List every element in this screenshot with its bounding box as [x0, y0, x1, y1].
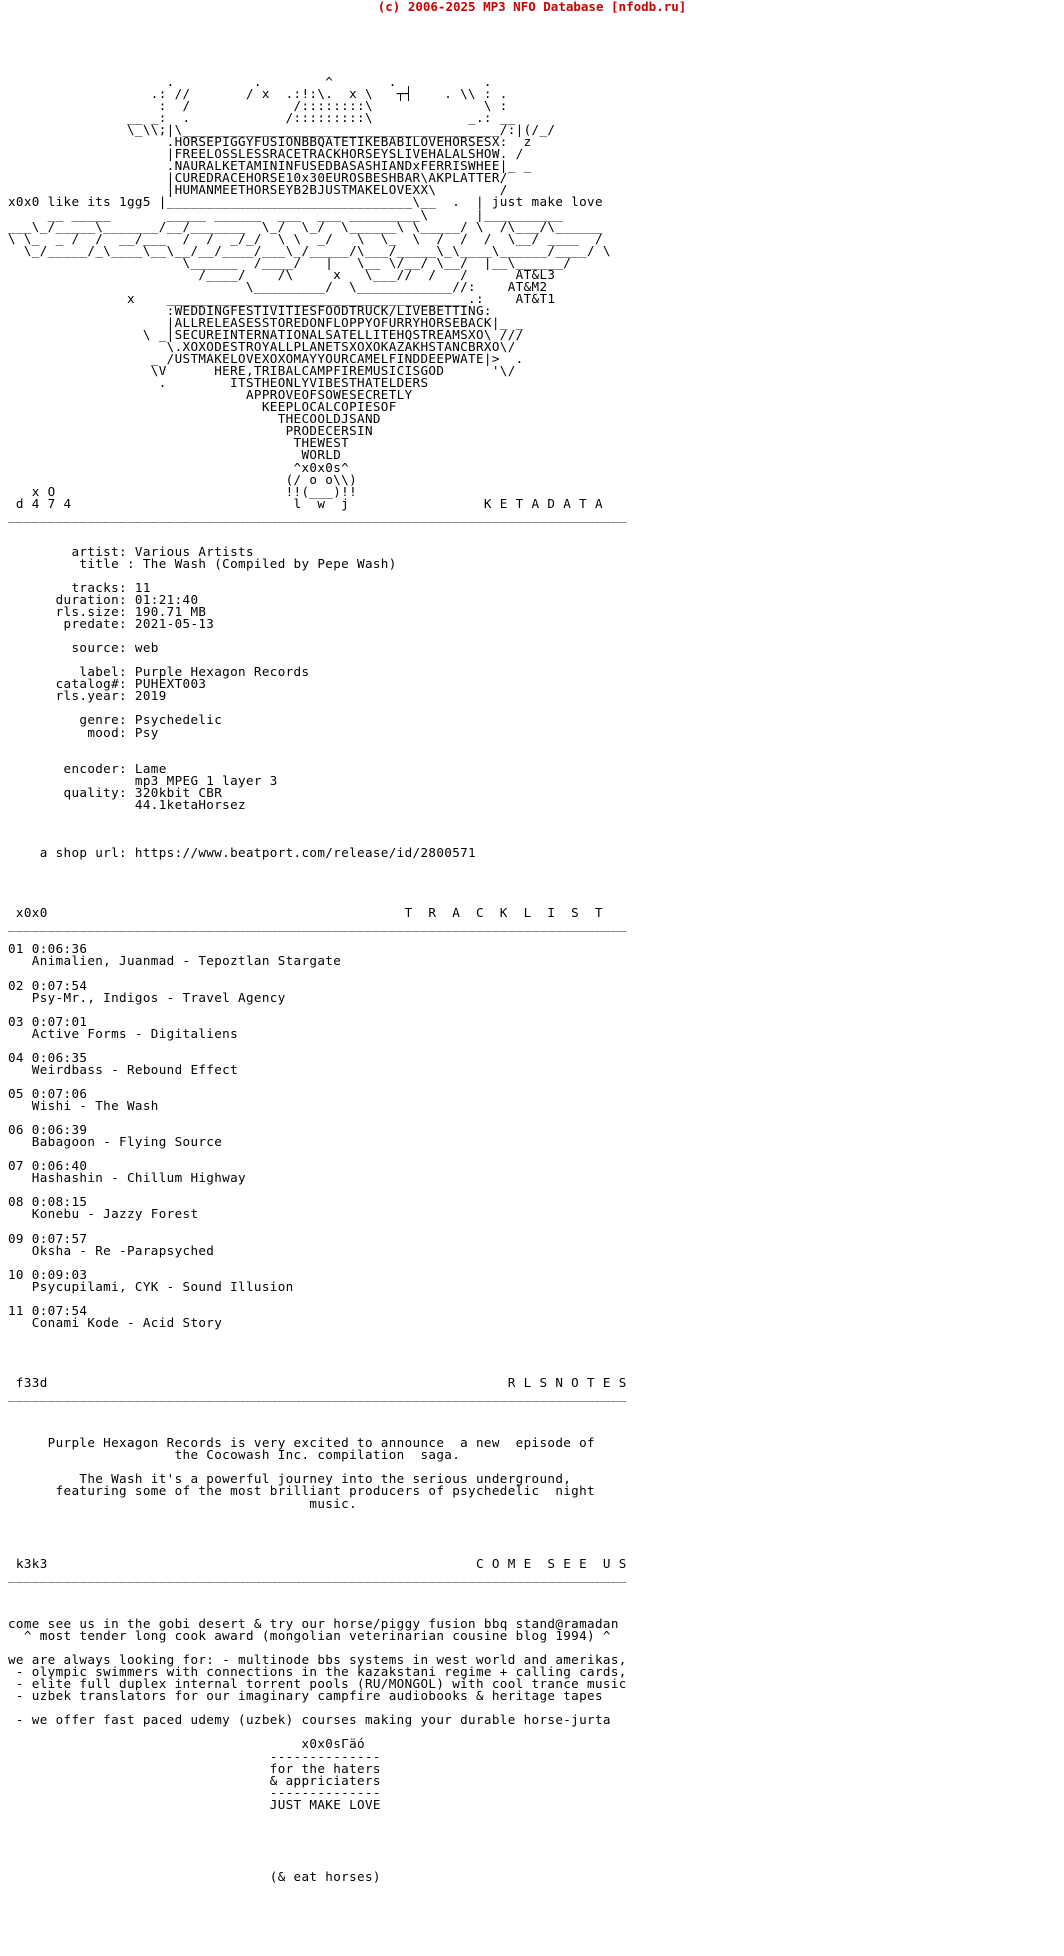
nfo-line: x0x0 like its 1gg5 |_______________________________\__ . | just make love	[8, 194, 603, 210]
nfo-line: |HUMANMEETHORSEYB2BJUSTMAKELOVEXX\ /	[8, 182, 508, 198]
nfo-line: come see us in the gobi desert & try our horse/piggy fusion bbq stand@ramadan	[8, 1616, 619, 1631]
nfo-line: \ \_ _ / / __/___ / / _/_/ \ \ _/ \ \_ \ / / / \__/ ____ /	[8, 230, 603, 246]
nfo-line: 01 0:06:36	[8, 941, 88, 957]
nfo-line: --------------	[8, 1748, 381, 1764]
nfo-line: - elite full duplex internal torrent pools (RU/MONGOL) with cool trance music	[8, 1676, 627, 1692]
nfo-line: label: Purple Hexagon Records	[8, 664, 310, 680]
nfo-line: --------------	[8, 1784, 381, 1800]
nfo-line: & appriciaters	[8, 1772, 381, 1788]
nfo-line: rls.year: 2019	[8, 688, 167, 704]
nfo-line: |CUREDRACEHORSE10x30EUROSBESHBAR\AKPLATTER/	[8, 170, 508, 186]
nfo-line: Konebu - Jazzy Forest	[8, 1206, 199, 1222]
nfo-line: Wishi - The Wash	[8, 1097, 159, 1113]
nfo-line: Conami Kode - Acid Story	[8, 1314, 223, 1330]
nfo-line: duration: 01:21:40	[8, 592, 199, 608]
nfo-line: ______________________________________________________________________________	[8, 917, 627, 933]
nfo-line: predate: 2021-05-13	[8, 616, 215, 632]
nfo-line: ^x0x0s^	[8, 459, 350, 475]
nfo-line: _ /USTMAKELOVEXOXOMAYYOURCAMELFINDDEEPWATE|> .	[8, 351, 524, 367]
nfo-line: 09 0:07:57	[8, 1230, 88, 1246]
nfo-line: /____/ /\ x \___// / / AT&L3	[8, 266, 556, 282]
nfo-line: ^ most tender long cook award (mongolian veterinarian cousine blog 1994) ^	[8, 1628, 611, 1644]
nfo-line: JUST MAKE LOVE	[8, 1796, 381, 1812]
nfo-line: 02 0:07:54	[8, 977, 88, 993]
nfo-line: |ALLRELEASESSTOREDONFLOPPYOFURRYHORSEBACK|_ _	[8, 314, 524, 330]
nfo-line: \_________/ \____________//: AT&M2	[8, 278, 548, 294]
nfo-line: 06 0:06:39	[8, 1122, 88, 1138]
nfo-line: tracks: 11	[8, 579, 151, 595]
nfo-line: WORLD	[8, 447, 342, 463]
nfo-line: x0x0sГäó	[8, 1736, 365, 1752]
nfo-line: d 4 7 4 l w j K E T A D A T A	[8, 495, 603, 511]
nfo-line: KEEPLOCALCOPIESOF	[8, 399, 397, 415]
nfo-line: ______________________________________________________________________________	[8, 1387, 627, 1403]
nfo-line: ______________________________________________________________________________	[8, 507, 627, 523]
nfo-line: mood: Psy	[8, 724, 159, 740]
nfo-line: genre: Psychedelic	[8, 712, 223, 728]
nfo-line: artist: Various Artists	[8, 543, 254, 559]
nfo-line: - uzbek translators for our imaginary campfire audiobooks & heritage tapes	[8, 1688, 603, 1704]
nfo-line: 10 0:09:03	[8, 1266, 88, 1282]
nfo-line: Psy-Mr., Indigos - Travel Agency	[8, 989, 286, 1005]
nfo-line: . ITSTHEONLYVIBESTHATELDERS	[8, 375, 429, 391]
nfo-line: catalog#: PUHEXT003	[8, 676, 207, 692]
nfo-line: 03 0:07:01	[8, 1013, 88, 1029]
nfo-line: featuring some of the most brilliant producers of psychedelic night	[8, 1483, 595, 1499]
nfo-line: we are always looking for: - multinode bbs systems in west world and amerikas,	[8, 1652, 627, 1668]
nfo-line: |FREELOSSLESSRACETRACKHORSEYSLIVEHALALSHOW. /	[8, 146, 524, 162]
nfo-line: \V HERE,TRIBALCAMPFIREMUSICISGOD '\/	[8, 363, 516, 379]
nfo-line: \_\\;|\________________________________________/:|(/_/	[8, 122, 556, 138]
nfo-line: Animalien, Juanmad - Tepoztlan Stargate	[8, 953, 342, 969]
nfo-line: __ _____ _____ ______ ___ ___ _________\ |__________	[8, 206, 564, 222]
nfo-line: ______________________________________________________________________________	[8, 1567, 627, 1583]
nfo-line: __ _: . /:::::::::\ _.: __	[8, 110, 516, 126]
nfo-line: THEWEST	[8, 435, 350, 451]
nfo-line: Purple Hexagon Records is very excited to announce a new episode of	[8, 1435, 595, 1451]
nfo-line: Psycupilami, CYK - Sound Illusion	[8, 1278, 294, 1294]
nfo-line: Babagoon - Flying Source	[8, 1134, 223, 1150]
nfo-line: The Wash it's a powerful journey into the serious underground,	[8, 1471, 572, 1487]
nfo-line: \______ /____/ | \__ \/__/ \__/ |__\______/	[8, 254, 572, 270]
nfo-line: - olympic swimmers with connections in the kazakstani regime + calling cards,	[8, 1664, 627, 1680]
nfo-line: mp3 MPEG 1 layer 3	[8, 772, 278, 788]
nfo-line: Oksha - Re -Parapsyched	[8, 1242, 215, 1258]
nfo-line: source: web	[8, 640, 159, 656]
nfo-line: Weirdbass - Rebound Effect	[8, 1061, 239, 1077]
nfo-line: 07 0:06:40	[8, 1158, 88, 1174]
nfo-line: : / /::::::::\ \ :	[8, 98, 508, 114]
nfo-line: :WEDDINGFESTIVITIESFOODTRUCK/LIVEBETTING:	[8, 302, 492, 318]
nfo-line: a shop url: https://www.beatport.com/release/id/2800571	[8, 845, 476, 860]
nfo-line: 05 0:07:06	[8, 1085, 88, 1101]
nfo-line: PRODECERSIN	[8, 423, 373, 439]
nfo-line: k3k3 C O M E S E E U S	[8, 1555, 627, 1571]
nfo-text-body	[8, 76, 627, 1883]
nfo-line: APPROVEOFSOWESECRETLY	[8, 387, 413, 403]
nfo-line: 04 0:06:35	[8, 1049, 88, 1065]
nfodb-credit-header: (c) 2006-2025 MP3 NFO Database [nfodb.ru]	[377, 0, 687, 14]
nfo-line: - we offer fast paced udemy (uzbek) courses making your durable horse-jurta	[8, 1712, 611, 1728]
nfo-line: 44.1ketaHorsez	[8, 796, 246, 812]
nfo-line: x O !!(___)!!	[8, 483, 358, 499]
nfo-line: for the haters	[8, 1760, 381, 1776]
nfo-line: f33d R L S N O T E S	[8, 1375, 627, 1391]
nfo-line: \_/_____/_\____\__\__/__/____/___\_/_____/\___/_____\_\____\______/____/ \	[8, 242, 611, 258]
nfo-line: \ _|SECUREINTERNATIONALSATELLITEHQSTREAMSXO\ ///	[8, 326, 524, 342]
nfo-line: ___\_/_____\_______/__/_______ \_/ \_/ \______\ \_____/ \ /\___/\______	[8, 218, 603, 234]
nfo-line: .NAURALKETAMININFUSEDBASASHIANDxFERRISWHEE|_ _	[8, 158, 532, 174]
nfo-line: THECOOLDJSAND	[8, 411, 381, 427]
nfo-line: x ______________________________________.: AT&T1	[8, 290, 556, 306]
nfo-line: 08 0:08:15	[8, 1194, 88, 1210]
nfo-line: the Cocowash Inc. compilation saga.	[8, 1447, 461, 1463]
nfo-line: .HORSEPIGGYFUSIONBBQATETIKEBABILOVEHORSESX: z	[8, 134, 532, 150]
nfo-line: (& eat horses)	[8, 1868, 381, 1884]
nfo-line: \.XOXODESTROYALLPLANETSXOXOKAZAKHSTANCBRXO\/	[8, 339, 516, 355]
nfo-line: 11 0:07:54	[8, 1302, 88, 1318]
nfo-line: (/ o o\\)	[8, 471, 358, 487]
nfo-line: music.	[8, 1495, 358, 1511]
nfo-line: x0x0 T R A C K L I S T	[8, 905, 603, 921]
nfo-line: encoder: Lame	[8, 760, 167, 776]
nfo-line: .: // / x .:!:\. x \ ┬┤ . \\ : .	[8, 86, 508, 102]
nfo-line: rls.size: 190.71 MB	[8, 604, 207, 620]
nfo-line: title : The Wash (Compiled by Pepe Wash)	[8, 555, 397, 571]
nfo-line: Active Forms - Digitaliens	[8, 1025, 239, 1041]
nfo-line: . . ^ . .	[8, 74, 492, 89]
nfo-line: Hashashin - Chillum Highway	[8, 1170, 246, 1186]
nfo-line: quality: 320kbit CBR	[8, 784, 223, 800]
